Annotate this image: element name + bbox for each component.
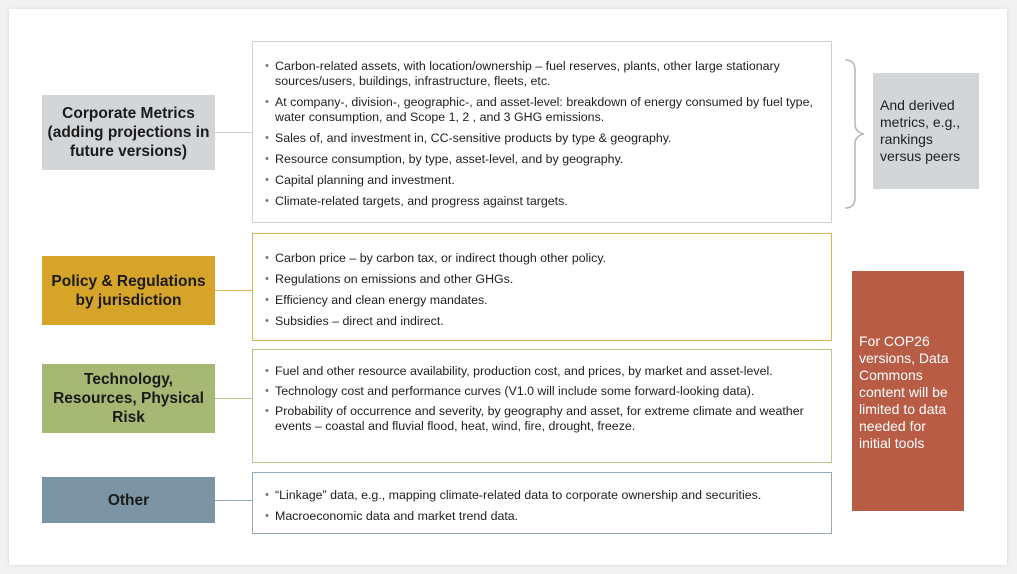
- derived-metrics-note: And derived metrics, e.g., rankings versus peers: [873, 73, 979, 189]
- list-item: • Capital planning and investment.: [265, 173, 821, 188]
- list-item: • Regulations on emissions and other GHGs.: [265, 272, 821, 287]
- other-label: Other: [42, 477, 215, 523]
- policy-connector: [215, 290, 252, 291]
- technology-resources-label: Technology, Resources, Physical Risk: [42, 364, 215, 433]
- corporate-metrics-label: Corporate Metrics (adding projections in future versions): [42, 95, 215, 170]
- cop26-note: For COP26 versions, Data Commons content will be limited to data needed for initial tools: [852, 271, 964, 511]
- list-item: • Carbon-related assets, with location/ownership – fuel reserves, plants, other large stationary sources/users, buildings, infrastructure, fleets, etc.: [265, 59, 821, 89]
- list-item: • Carbon price – by carbon tax, or indirect though other policy.: [265, 251, 821, 266]
- other-list: [265, 488, 821, 524]
- list-item: • At company-, division-, geographic-, and asset-level: breakdown of energy consumed by fuel type, water consumption, and Scope 1, 2 , and 3 GHG emissions.: [265, 95, 821, 125]
- policy-regulations-box: [252, 233, 832, 341]
- other-connector: [215, 500, 252, 501]
- corporate-metrics-box: [252, 41, 832, 223]
- list-item: • Sales of, and investment in, CC-sensitive products by type & geography.: [265, 131, 821, 146]
- other-box: [252, 472, 832, 534]
- list-item: • “Linkage” data, e.g., mapping climate-related data to corporate ownership and securities.: [265, 488, 821, 503]
- list-item: • Macroeconomic data and market trend data.: [265, 509, 821, 524]
- list-item: • Technology cost and performance curves (V1.0 will include some forward-looking data).: [265, 384, 821, 399]
- technology-resources-list: [265, 364, 821, 434]
- corporate-connector: [215, 132, 252, 133]
- policy-regulations-label: Policy & Regulations by jurisdiction: [42, 256, 215, 325]
- technology-resources-box: [252, 349, 832, 463]
- brace-bracket: [840, 58, 870, 210]
- list-item: • Resource consumption, by type, asset-level, and by geography.: [265, 152, 821, 167]
- policy-regulations-list: [265, 251, 821, 329]
- list-item: • Probability of occurrence and severity, by geography and asset, for extreme climate and weather events – coastal and fluvial flood, heat, wind, fire, drought, freeze.: [265, 404, 821, 434]
- list-item: • Climate-related targets, and progress against targets.: [265, 194, 821, 209]
- list-item: • Efficiency and clean energy mandates.: [265, 293, 821, 308]
- list-item: • Fuel and other resource availability, production cost, and prices, by market and asset-level.: [265, 364, 821, 379]
- list-item: • Subsidies – direct and indirect.: [265, 314, 821, 329]
- corporate-metrics-list: [265, 59, 821, 209]
- technology-connector: [215, 398, 252, 399]
